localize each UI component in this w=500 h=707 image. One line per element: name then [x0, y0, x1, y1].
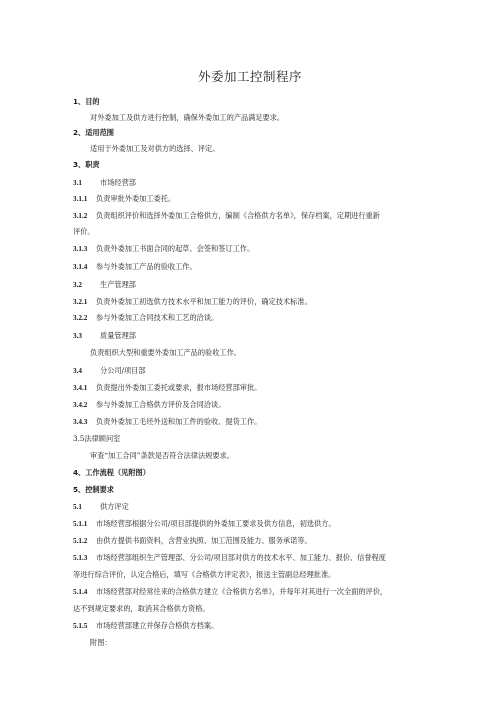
- clause-text: 负责审批外委加工委托。: [96, 194, 176, 203]
- clause-number: 3.3: [73, 332, 82, 340]
- clause-number: 5.1.2: [73, 537, 88, 545]
- clause-text: 参与外委加工合同技术和工艺的洽谈。: [96, 313, 219, 322]
- clause-3-5: 3.5法律顾问室: [73, 434, 121, 443]
- section-3-heading: 3、职责: [73, 160, 100, 169]
- clause-label: 市场经营部: [100, 178, 136, 187]
- clause-number: 3.4.3: [73, 418, 88, 426]
- clause-text: 由供方提供书面资料，含营业执照、加工范围及能力、服务承诺等。: [96, 536, 312, 545]
- clause-text: 负责外委加工书面合同的起草、会签和签订工作。: [96, 244, 255, 253]
- clause-number: 3.1.3: [73, 245, 88, 253]
- clause-number: 5.1: [73, 503, 82, 511]
- clause-number: 5.1.4: [73, 588, 88, 596]
- clause-text: 参与外委加工产品的验收工作。: [96, 262, 197, 271]
- clause-5-1-5: [73, 621, 218, 631]
- clause-number: 3.4.1: [73, 384, 88, 392]
- clause-text: 参与外委加工合格供方评价及合同洽谈。: [96, 400, 226, 409]
- section-4-heading: 4、工作流程（见附图）: [73, 468, 150, 477]
- clause-3-1-3: [73, 244, 254, 254]
- clause-3-4-2: [73, 400, 225, 410]
- clause-number: 3.4: [73, 367, 82, 375]
- clause-3-1-2: [73, 211, 380, 221]
- clause-5-1-3-continued: 等进行综合评价，认定合格后，填写《合格供方评定表》，报送主管副总经理批准。: [73, 570, 336, 579]
- clause-3-1-4: [73, 262, 197, 272]
- clause-3-2-1: [73, 297, 312, 307]
- clause-number: 5.1.3: [73, 554, 88, 562]
- clause-number: 3.2.2: [73, 314, 88, 322]
- clause-number: 3.4.2: [73, 401, 88, 409]
- clause-label: 供方评定: [100, 502, 129, 511]
- clause-label: 分公司/项目部: [100, 366, 146, 375]
- clause-label: 生产管理部: [100, 280, 136, 289]
- clause-number: 3.2: [73, 281, 82, 289]
- document-title: 外委加工控制程序: [197, 69, 302, 84]
- clause-number: 3.1.1: [73, 195, 88, 203]
- clause-3-1-1: [73, 194, 175, 204]
- clause-3-2-2: [73, 313, 218, 323]
- clause-5-1-2: [73, 536, 312, 546]
- clause-3-3: [73, 331, 136, 341]
- clause-5-1-4: [73, 587, 387, 597]
- clause-text: 市场经营部对经常往来的合格供方建立《合格供方名单》，并每年对其进行一次全面的评价，: [96, 587, 388, 596]
- section-2-text: 适用于外委加工及对供方的选择、评定。: [90, 144, 220, 153]
- section-5-heading: 5、控制要求: [73, 485, 114, 494]
- clause-3-2: [73, 280, 136, 290]
- clause-label: 质量管理部: [100, 331, 136, 340]
- clause-3-4-3: [73, 417, 261, 427]
- clause-number: 5.1.5: [73, 622, 88, 630]
- clause-number: 3.2.1: [73, 298, 88, 306]
- clause-3-4: [73, 366, 146, 376]
- clause-text: 市场经营部建立并保存合格供方档案。: [96, 621, 219, 630]
- clause-3-3-text: 负责组织大型和重要外委加工产品的验收工作。: [90, 348, 241, 357]
- clause-5-1-4-continued: 达不到规定要求的，取消其合格供方资格。: [73, 604, 210, 613]
- clause-number: 3.1.4: [73, 263, 88, 271]
- clause-text: 负责外委加工初选供方技术水平和加工能力的评价，确定技术标准。: [96, 297, 312, 306]
- clause-text: 市场经营部组织生产管理部、分公司/项目部对供方的技术水平、加工能力、报价、信誉程度: [96, 553, 386, 562]
- clause-5-1-1: [73, 519, 336, 529]
- clause-number: 3.1: [73, 179, 82, 187]
- clause-3-1-2-continued: 评价。: [73, 227, 95, 236]
- clause-5-1: [73, 502, 129, 512]
- clause-text: 市场经营部根据分公司/项目部提供的外委加工要求及供方信息，初选供方。: [96, 519, 336, 528]
- appendix-label: 附图：: [90, 638, 112, 647]
- section-1-heading: 1、目的: [73, 97, 100, 106]
- clause-text: 负责外委加工毛坯外送和加工件的验收、提货工作。: [96, 417, 262, 426]
- clause-3-5-text: 审查“加工合同”条款是否符合法律法规要求。: [90, 451, 234, 460]
- clause-3-4-1: [73, 383, 261, 393]
- clause-text: 负责提出外委加工委托或要求，报市场经营部审批。: [96, 383, 262, 392]
- clause-number: 3.1.2: [73, 212, 88, 220]
- clause-5-1-3: [73, 553, 386, 563]
- clause-text: 负责组织评价和选择外委加工合格供方，编制《合格供方名单》，保存档案，定期进行重新: [96, 211, 380, 220]
- clause-3-1: [73, 178, 136, 188]
- section-2-heading: 2、适用范围: [73, 128, 114, 137]
- section-1-text: 对外委加工及供方进行控制，确保外委加工的产品满足要求。: [90, 113, 285, 122]
- clause-number: 5.1.1: [73, 520, 88, 528]
